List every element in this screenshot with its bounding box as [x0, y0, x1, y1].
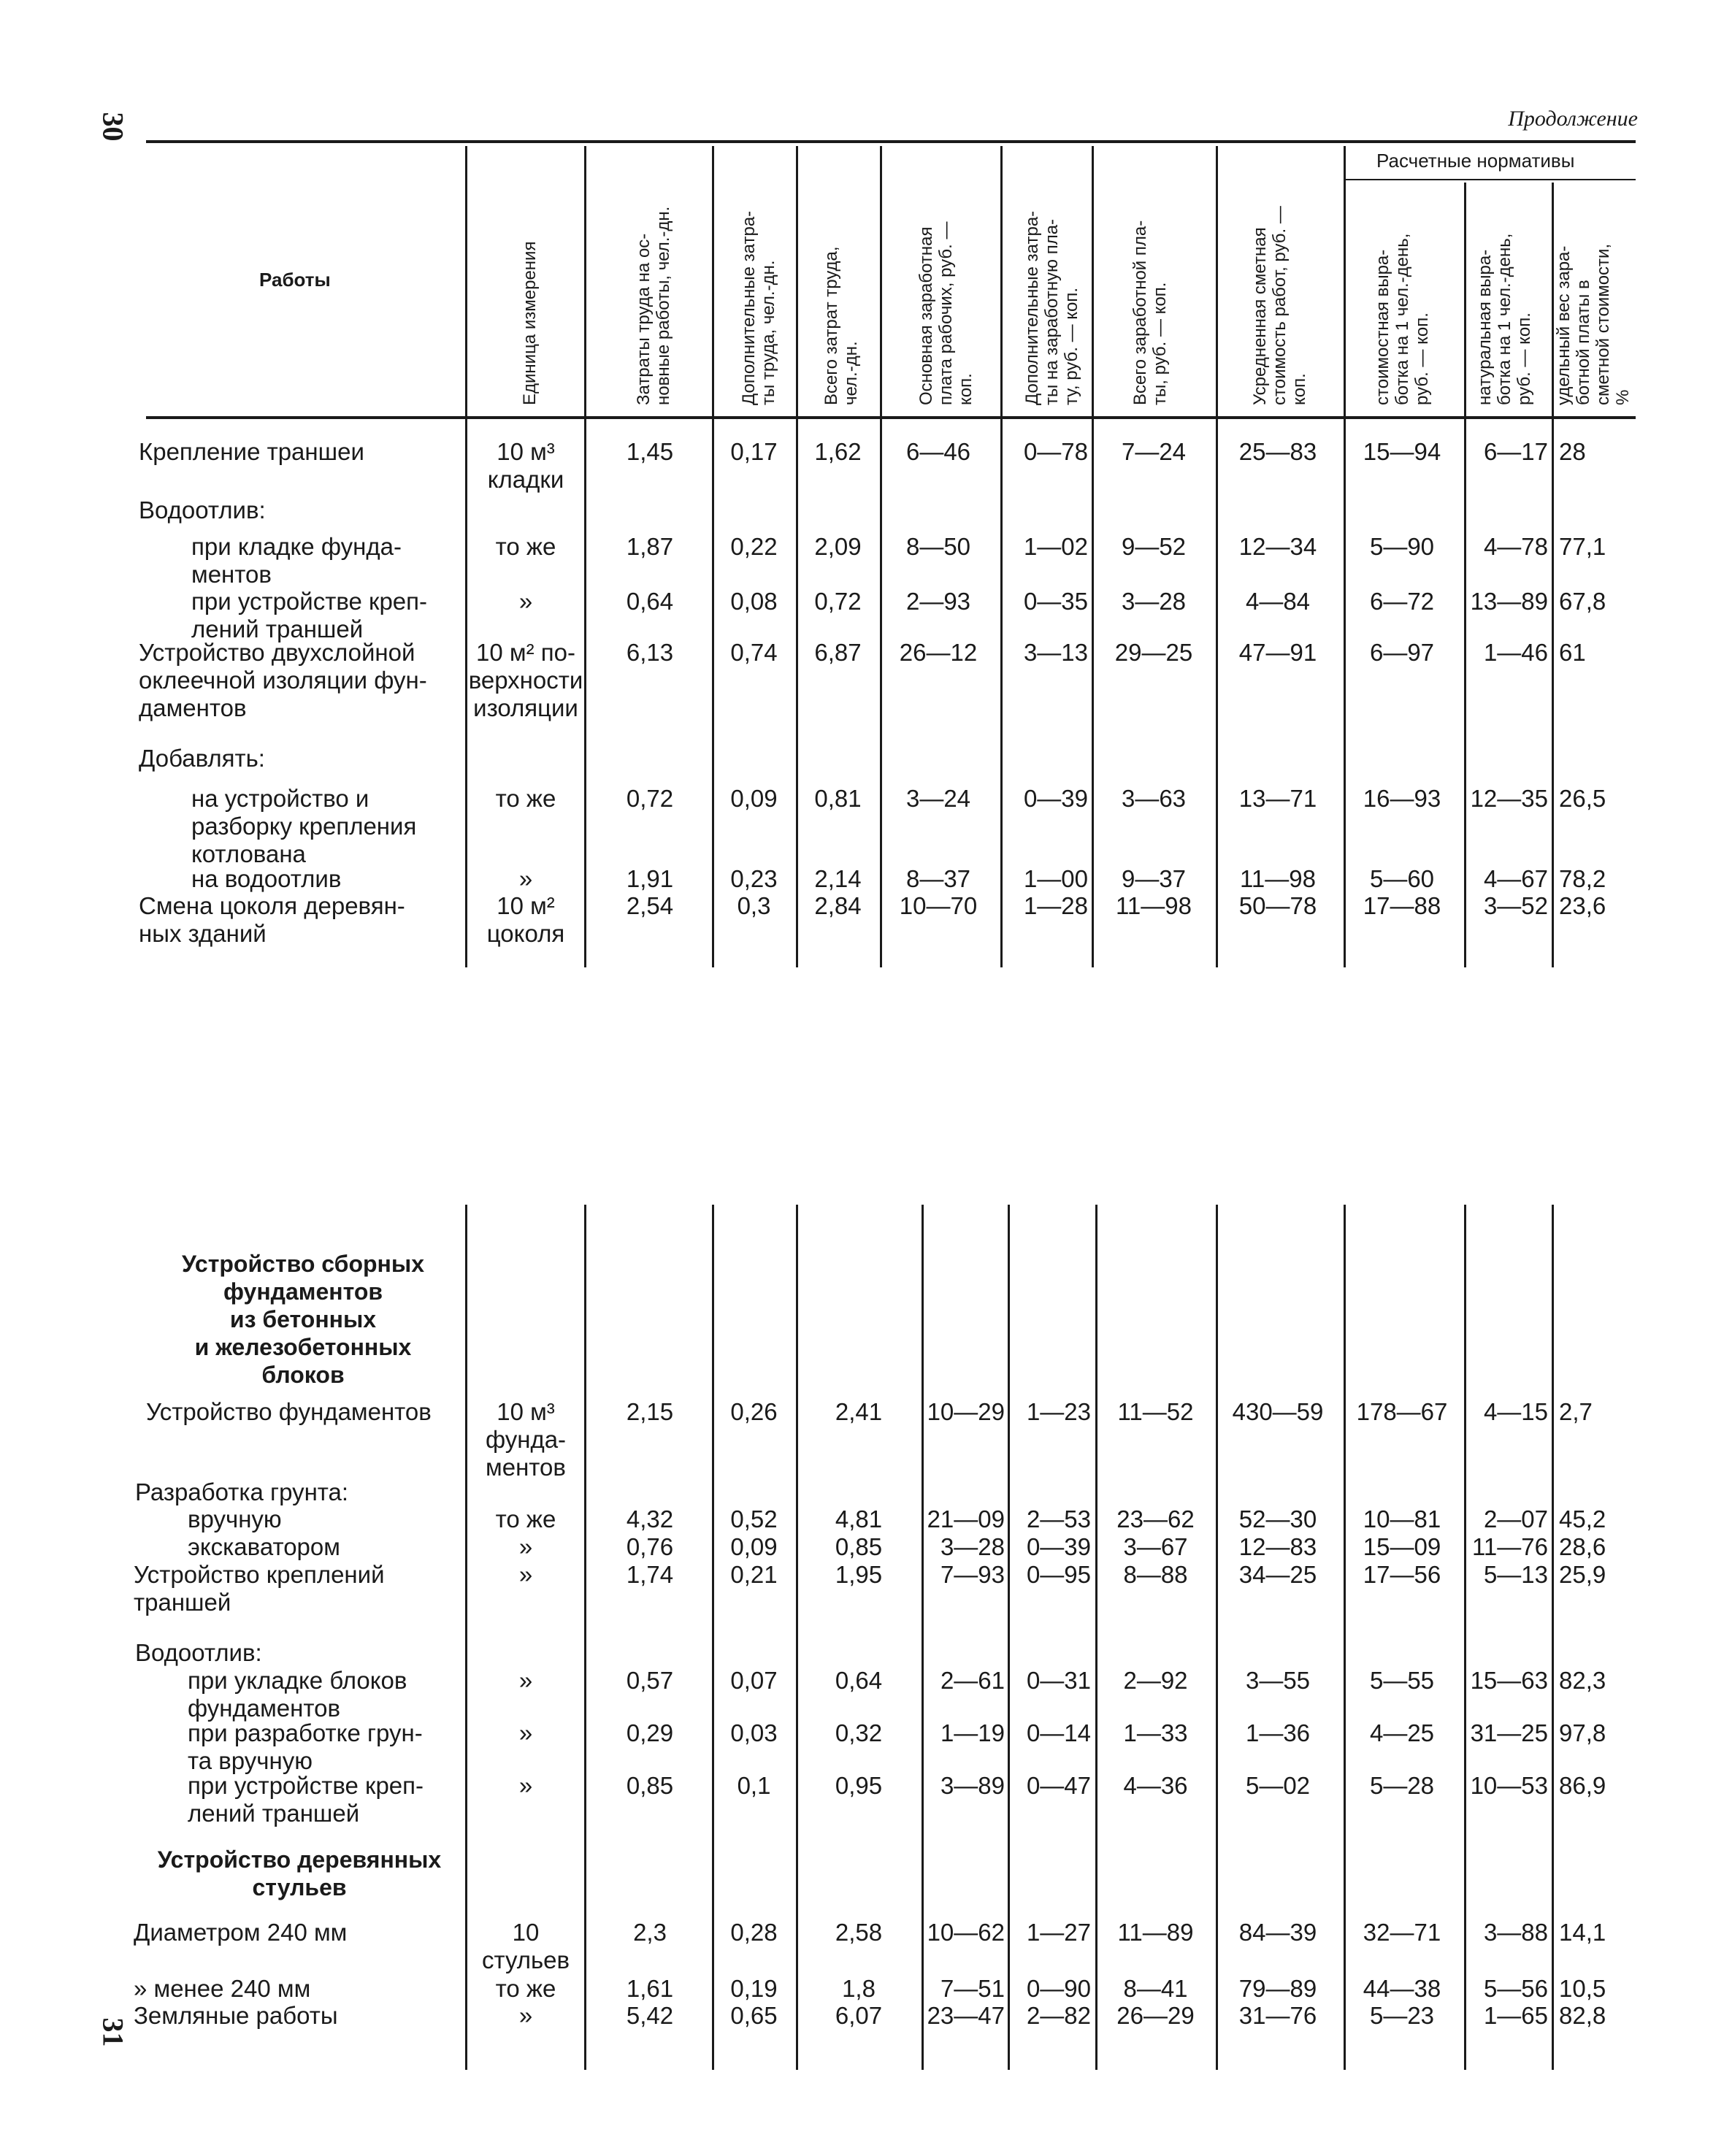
table-cell: 2—93: [905, 588, 971, 615]
table-cell: 67,8: [1559, 588, 1606, 615]
row-unit: 10 стульев: [481, 1919, 570, 1973]
table-cell: 16—93: [1363, 785, 1441, 812]
table-cell: 15—09: [1363, 1533, 1441, 1560]
table-cell: 2,58: [835, 1919, 883, 1946]
table-cell: 13—71: [1238, 785, 1317, 812]
table-cell: 0,08: [730, 588, 778, 615]
row-work-label: Смена цоколя деревян- ных зданий: [139, 892, 405, 947]
col-rule: [584, 146, 586, 967]
header-unit: Единица измерения: [520, 241, 540, 405]
row-work-label: при устройстве креп- лений траншей: [191, 588, 428, 642]
table-cell: 6—72: [1369, 588, 1435, 615]
table-cell: 13—89: [1470, 588, 1548, 615]
row-work-label: при укладке блоков фундаментов: [188, 1667, 407, 1722]
col-rule: [1000, 146, 1003, 967]
table-cell: 0,03: [730, 1719, 778, 1746]
table-cell: 0,81: [814, 785, 862, 812]
table-cell: 23—47: [927, 2002, 1005, 2029]
table-cell: 7—93: [940, 1561, 1005, 1588]
header-labor-extra: Дополнительные затра- ты труда, чел.-дн.: [739, 210, 778, 405]
table-cell: 0—90: [1026, 1975, 1091, 2002]
header-avg-cost: Усредненная сметная стоимость работ, руб. — коп.: [1250, 206, 1309, 405]
table-cell: 17—56: [1363, 1561, 1441, 1588]
table-cell: 5—28: [1369, 1772, 1435, 1799]
table-cell: 4—84: [1245, 588, 1311, 615]
table-cell: 11—98: [1116, 892, 1192, 919]
col-rule: [796, 1205, 798, 2070]
table-cell: 6—17: [1483, 438, 1548, 465]
row-work-label: » менее 240 мм: [134, 1975, 311, 2002]
table-cell: 25,9: [1559, 1561, 1606, 1588]
header-works: Работы: [259, 269, 331, 291]
table-cell: 6—97: [1369, 639, 1435, 666]
table-cell: 0,21: [730, 1561, 778, 1588]
table-cell: 79—89: [1238, 1975, 1317, 2002]
row-work-label: вручную: [188, 1505, 282, 1532]
table-cell: 0,72: [626, 785, 674, 812]
table-cell: 1—23: [1026, 1398, 1091, 1425]
table-cell: 2,09: [814, 533, 862, 560]
header-labor-main: Затраты труда на ос- новные работы, чел.-дн.: [634, 206, 673, 405]
table-cell: 1—19: [940, 1719, 1005, 1746]
table-cell: 6,87: [814, 639, 862, 666]
section-title-precast: Устройство сборных фундаментов из бетонных и железобетонных блоков: [182, 1251, 424, 1388]
table-cell: 3—13: [1023, 639, 1088, 666]
col-rule: [796, 146, 798, 967]
table-cell: 0—39: [1023, 785, 1088, 812]
row-work-label: при разработке грун- та вручную: [188, 1719, 423, 1774]
table-cell: 10—62: [927, 1919, 1005, 1946]
table-cell: 12—83: [1238, 1533, 1317, 1560]
table-cell: 6—46: [905, 438, 971, 465]
col-rule: [1216, 146, 1218, 967]
row-unit: 10 м² цоколя: [486, 892, 565, 947]
header-norms-group: Расчетные нормативы: [1376, 150, 1575, 172]
table-cell: 31—76: [1238, 2002, 1317, 2029]
row-unit: 10 м² по- верхности изоляции: [468, 639, 583, 721]
row-work-label: Добавлять:: [139, 745, 265, 772]
table-cell: 45,2: [1559, 1505, 1606, 1532]
table-cell: 25—83: [1238, 438, 1317, 465]
table-cell: 10,5: [1559, 1975, 1606, 2002]
row-unit: »: [518, 1772, 533, 1799]
row-unit: »: [518, 1561, 533, 1588]
section-title-chairs: Устройство деревянных стульев: [157, 1846, 442, 1900]
col-rule: [712, 146, 714, 967]
table-cell: 44—38: [1363, 1975, 1441, 2002]
table-cell: 1,91: [626, 865, 674, 892]
table-cell: 14,1: [1559, 1919, 1606, 1946]
table-cell: 34—25: [1238, 1561, 1317, 1588]
bottom-page-number: 31: [96, 2017, 130, 2047]
table-cell: 4,32: [626, 1505, 674, 1532]
table-cell: 4—36: [1123, 1772, 1188, 1799]
table-cell: 1—33: [1123, 1719, 1188, 1746]
table-cell: 7—51: [940, 1975, 1005, 2002]
col-rule: [1464, 183, 1466, 967]
table-cell: 1—46: [1483, 639, 1548, 666]
table-cell: 0,64: [835, 1667, 883, 1694]
table-cell: 0—35: [1023, 588, 1088, 615]
row-work-label: на устройство и разборку крепления котлована: [191, 785, 417, 867]
table-cell: 0—78: [1023, 438, 1088, 465]
continuation-label: Продолжение: [1508, 107, 1638, 131]
table-cell: 8—37: [905, 865, 971, 892]
table-cell: 21—09: [927, 1505, 1005, 1532]
norms-group-rule: [1346, 179, 1636, 180]
header-wage-main: Основная заработная плата рабочих, руб. — коп.: [916, 221, 976, 405]
table-cell: 10—70: [899, 892, 978, 919]
table-cell: 3—88: [1483, 1919, 1548, 1946]
table-cell: 0,29: [626, 1719, 674, 1746]
table-cell: 11—98: [1240, 865, 1316, 892]
table-cell: 6,13: [626, 639, 674, 666]
row-work-label: Устройство фундаментов: [146, 1398, 432, 1425]
col-rule: [1344, 1205, 1346, 2070]
table-cell: 2—07: [1483, 1505, 1548, 1532]
col-rule: [880, 146, 882, 967]
table-cell: 1,87: [626, 533, 674, 560]
table-cell: 82,8: [1559, 2002, 1606, 2029]
table-cell: 1,61: [626, 1975, 674, 2002]
table-cell: 8—50: [905, 533, 971, 560]
table-cell: 4—25: [1369, 1719, 1435, 1746]
row-work-label: Земляные работы: [134, 2002, 338, 2029]
table-cell: 31—25: [1470, 1719, 1548, 1746]
table-cell: 2,14: [814, 865, 862, 892]
row-work-label: Водоотлив:: [139, 496, 266, 523]
table-cell: 3—28: [1121, 588, 1187, 615]
row-unit: то же: [495, 533, 556, 560]
table-cell: 3—67: [1123, 1533, 1188, 1560]
table-cell: 4—67: [1483, 865, 1548, 892]
table-cell: 0,72: [814, 588, 862, 615]
table-cell: 0,26: [730, 1398, 778, 1425]
row-unit: 10 м³ кладки: [487, 438, 564, 493]
top-page-number: 30: [96, 112, 130, 142]
header-bottom-rule: [146, 416, 1636, 419]
row-work-label: при устройстве креп- лений траншей: [188, 1772, 424, 1827]
table-cell: 2—53: [1026, 1505, 1091, 1532]
table-cell: 3—63: [1121, 785, 1187, 812]
row-unit: то же: [495, 785, 556, 812]
table-cell: 1,62: [814, 438, 862, 465]
table-cell: 0—95: [1026, 1561, 1091, 1588]
table-cell: 9—52: [1121, 533, 1187, 560]
table-cell: 3—52: [1483, 892, 1548, 919]
table-cell: 28: [1559, 438, 1586, 465]
table-cell: 2,41: [835, 1398, 883, 1425]
table-cell: 1—65: [1483, 2002, 1548, 2029]
row-work-label: Устройство креплений траншей: [134, 1561, 385, 1616]
row-unit: 10 м³ фунда- ментов: [485, 1398, 567, 1481]
col-rule: [1008, 1205, 1010, 2070]
table-cell: 0,1: [737, 1772, 771, 1799]
table-cell: 23,6: [1559, 892, 1606, 919]
col-rule: [1552, 1205, 1554, 2070]
table-cell: 430—59: [1232, 1398, 1324, 1425]
table-cell: 4—78: [1483, 533, 1548, 560]
row-work-label: при кладке фунда- ментов: [191, 533, 402, 588]
col-rule: [1552, 183, 1554, 967]
row-work-label: экскаватором: [188, 1533, 340, 1560]
col-rule: [1216, 1205, 1218, 2070]
table-cell: 5—56: [1483, 1975, 1548, 2002]
row-unit: то же: [495, 1505, 556, 1532]
table-cell: 0,28: [730, 1919, 778, 1946]
table-cell: 0,57: [626, 1667, 674, 1694]
table-cell: 0,09: [730, 1533, 778, 1560]
table-cell: 3—24: [905, 785, 971, 812]
table-cell: 1,74: [626, 1561, 674, 1588]
table-cell: 0,3: [737, 892, 771, 919]
table-cell: 1—27: [1026, 1919, 1091, 1946]
row-work-label: Диаметром 240 мм: [134, 1919, 348, 1946]
row-work-label: Разработка грунта:: [135, 1478, 349, 1505]
col-rule: [1464, 1205, 1466, 2070]
table-cell: 0,85: [626, 1772, 674, 1799]
table-cell: 2,15: [626, 1398, 674, 1425]
row-unit: »: [518, 1667, 533, 1694]
row-unit: »: [518, 2002, 533, 2029]
table-cell: 0—31: [1026, 1667, 1091, 1694]
header-top-rule: [146, 140, 1636, 143]
table-cell: 2—61: [940, 1667, 1005, 1694]
table-cell: 178—67: [1356, 1398, 1448, 1425]
col-rule: [1092, 146, 1094, 967]
table-cell: 28,6: [1559, 1533, 1606, 1560]
table-cell: 8—41: [1123, 1975, 1188, 2002]
header-wage-extra: Дополнительные затра- ты на заработную пла- ту, руб. — коп.: [1022, 210, 1081, 405]
table-cell: 61: [1559, 639, 1586, 666]
table-cell: 3—28: [940, 1533, 1005, 1560]
table-cell: 3—89: [940, 1772, 1005, 1799]
table-cell: 15—94: [1363, 438, 1441, 465]
col-rule: [584, 1205, 586, 2070]
table-cell: 0,22: [730, 533, 778, 560]
col-rule: [922, 1205, 924, 2070]
col-rule: [1344, 146, 1346, 967]
table-cell: 5—60: [1369, 865, 1435, 892]
table-cell: 97,8: [1559, 1719, 1606, 1746]
table-cell: 11—52: [1117, 1398, 1194, 1425]
row-unit: »: [518, 588, 533, 615]
table-cell: 0—47: [1026, 1772, 1091, 1799]
table-cell: 0,74: [730, 639, 778, 666]
header-labor-total: Всего затрат труда, чел.-дн.: [821, 246, 861, 405]
table-cell: 2—82: [1026, 2002, 1091, 2029]
table-cell: 26—29: [1116, 2002, 1195, 2029]
row-work-label: Водоотлив:: [135, 1639, 262, 1666]
table-cell: 12—34: [1238, 533, 1317, 560]
header-norm-natural: натуральная выра- ботка на 1 чел.-день, руб. — коп.: [1475, 233, 1534, 405]
table-cell: 3—55: [1245, 1667, 1311, 1694]
col-rule: [712, 1205, 714, 2070]
header-norm-share: удельный вес зара- ботной платы в сметной стоимости, %: [1554, 243, 1633, 405]
table-cell: 86,9: [1559, 1772, 1606, 1799]
table-cell: 1,95: [835, 1561, 883, 1588]
table-cell: 2,7: [1559, 1398, 1593, 1425]
row-work-label: Устройство двухслойной оклеечной изоляции фун- даментов: [139, 639, 427, 721]
table-cell: 32—71: [1363, 1919, 1441, 1946]
table-cell: 78,2: [1559, 865, 1606, 892]
header-norm-cost: стоимостная выра- ботка на 1 чел.-день, руб. — коп.: [1373, 233, 1432, 405]
table-cell: 0,09: [730, 785, 778, 812]
table-cell: 5—13: [1483, 1561, 1548, 1588]
table-cell: 0—39: [1026, 1533, 1091, 1560]
table-cell: 1,8: [842, 1975, 876, 2002]
table-cell: 10—53: [1470, 1772, 1548, 1799]
table-cell: 1—02: [1023, 533, 1088, 560]
table-cell: 12—35: [1470, 785, 1548, 812]
table-cell: 52—30: [1238, 1505, 1317, 1532]
table-cell: 26—12: [899, 639, 978, 666]
table-cell: 9—37: [1121, 865, 1187, 892]
table-cell: 10—29: [927, 1398, 1005, 1425]
table-cell: 47—91: [1238, 639, 1317, 666]
table-cell: 2,84: [814, 892, 862, 919]
table-cell: 5—23: [1369, 2002, 1435, 2029]
table-cell: 26,5: [1559, 785, 1606, 812]
col-rule: [1095, 1205, 1097, 2070]
table-cell: 4—15: [1483, 1398, 1548, 1425]
table-cell: 0,23: [730, 865, 778, 892]
row-unit: то же: [495, 1975, 556, 2002]
table-cell: 2—92: [1123, 1667, 1188, 1694]
table-cell: 11—76: [1472, 1533, 1548, 1560]
row-work-label: Крепление траншеи: [139, 438, 364, 465]
table-cell: 0,64: [626, 588, 674, 615]
table-cell: 1—28: [1023, 892, 1088, 919]
table-cell: 0,19: [730, 1975, 778, 2002]
table-cell: 1,45: [626, 438, 674, 465]
table-cell: 8—88: [1123, 1561, 1188, 1588]
table-cell: 7—24: [1121, 438, 1187, 465]
row-unit: »: [518, 1533, 533, 1560]
table-cell: 15—63: [1470, 1667, 1548, 1694]
table-cell: 11—89: [1117, 1919, 1194, 1946]
table-cell: 0,85: [835, 1533, 883, 1560]
table-cell: 0,76: [626, 1533, 674, 1560]
table-cell: 17—88: [1363, 892, 1441, 919]
table-cell: 77,1: [1559, 533, 1606, 560]
row-unit: »: [518, 865, 533, 892]
table-cell: 0,07: [730, 1667, 778, 1694]
table-cell: 23—62: [1116, 1505, 1195, 1532]
table-cell: 1—36: [1245, 1719, 1311, 1746]
table-cell: 0—14: [1026, 1719, 1091, 1746]
table-cell: 6,07: [835, 2002, 883, 2029]
row-work-label: на водоотлив: [191, 865, 342, 892]
table-cell: 0,17: [730, 438, 778, 465]
table-cell: 2,3: [633, 1919, 667, 1946]
table-cell: 2,54: [626, 892, 674, 919]
header-wage-total: Всего заработной пла- ты, руб. — коп.: [1130, 220, 1170, 405]
table-cell: 4,81: [835, 1505, 883, 1532]
table-cell: 10—81: [1363, 1505, 1441, 1532]
table-cell: 1—00: [1023, 865, 1088, 892]
table-cell: 82,3: [1559, 1667, 1606, 1694]
table-cell: 0,95: [835, 1772, 883, 1799]
table-cell: 5—55: [1369, 1667, 1435, 1694]
table-cell: 0,32: [835, 1719, 883, 1746]
table-cell: 50—78: [1238, 892, 1317, 919]
row-unit: »: [518, 1719, 533, 1746]
table-cell: 29—25: [1114, 639, 1193, 666]
table-cell: 84—39: [1238, 1919, 1317, 1946]
table-cell: 5—90: [1369, 533, 1435, 560]
table-cell: 0,65: [730, 2002, 778, 2029]
table-cell: 5—02: [1245, 1772, 1311, 1799]
table-cell: 5,42: [626, 2002, 674, 2029]
table-cell: 0,52: [730, 1505, 778, 1532]
